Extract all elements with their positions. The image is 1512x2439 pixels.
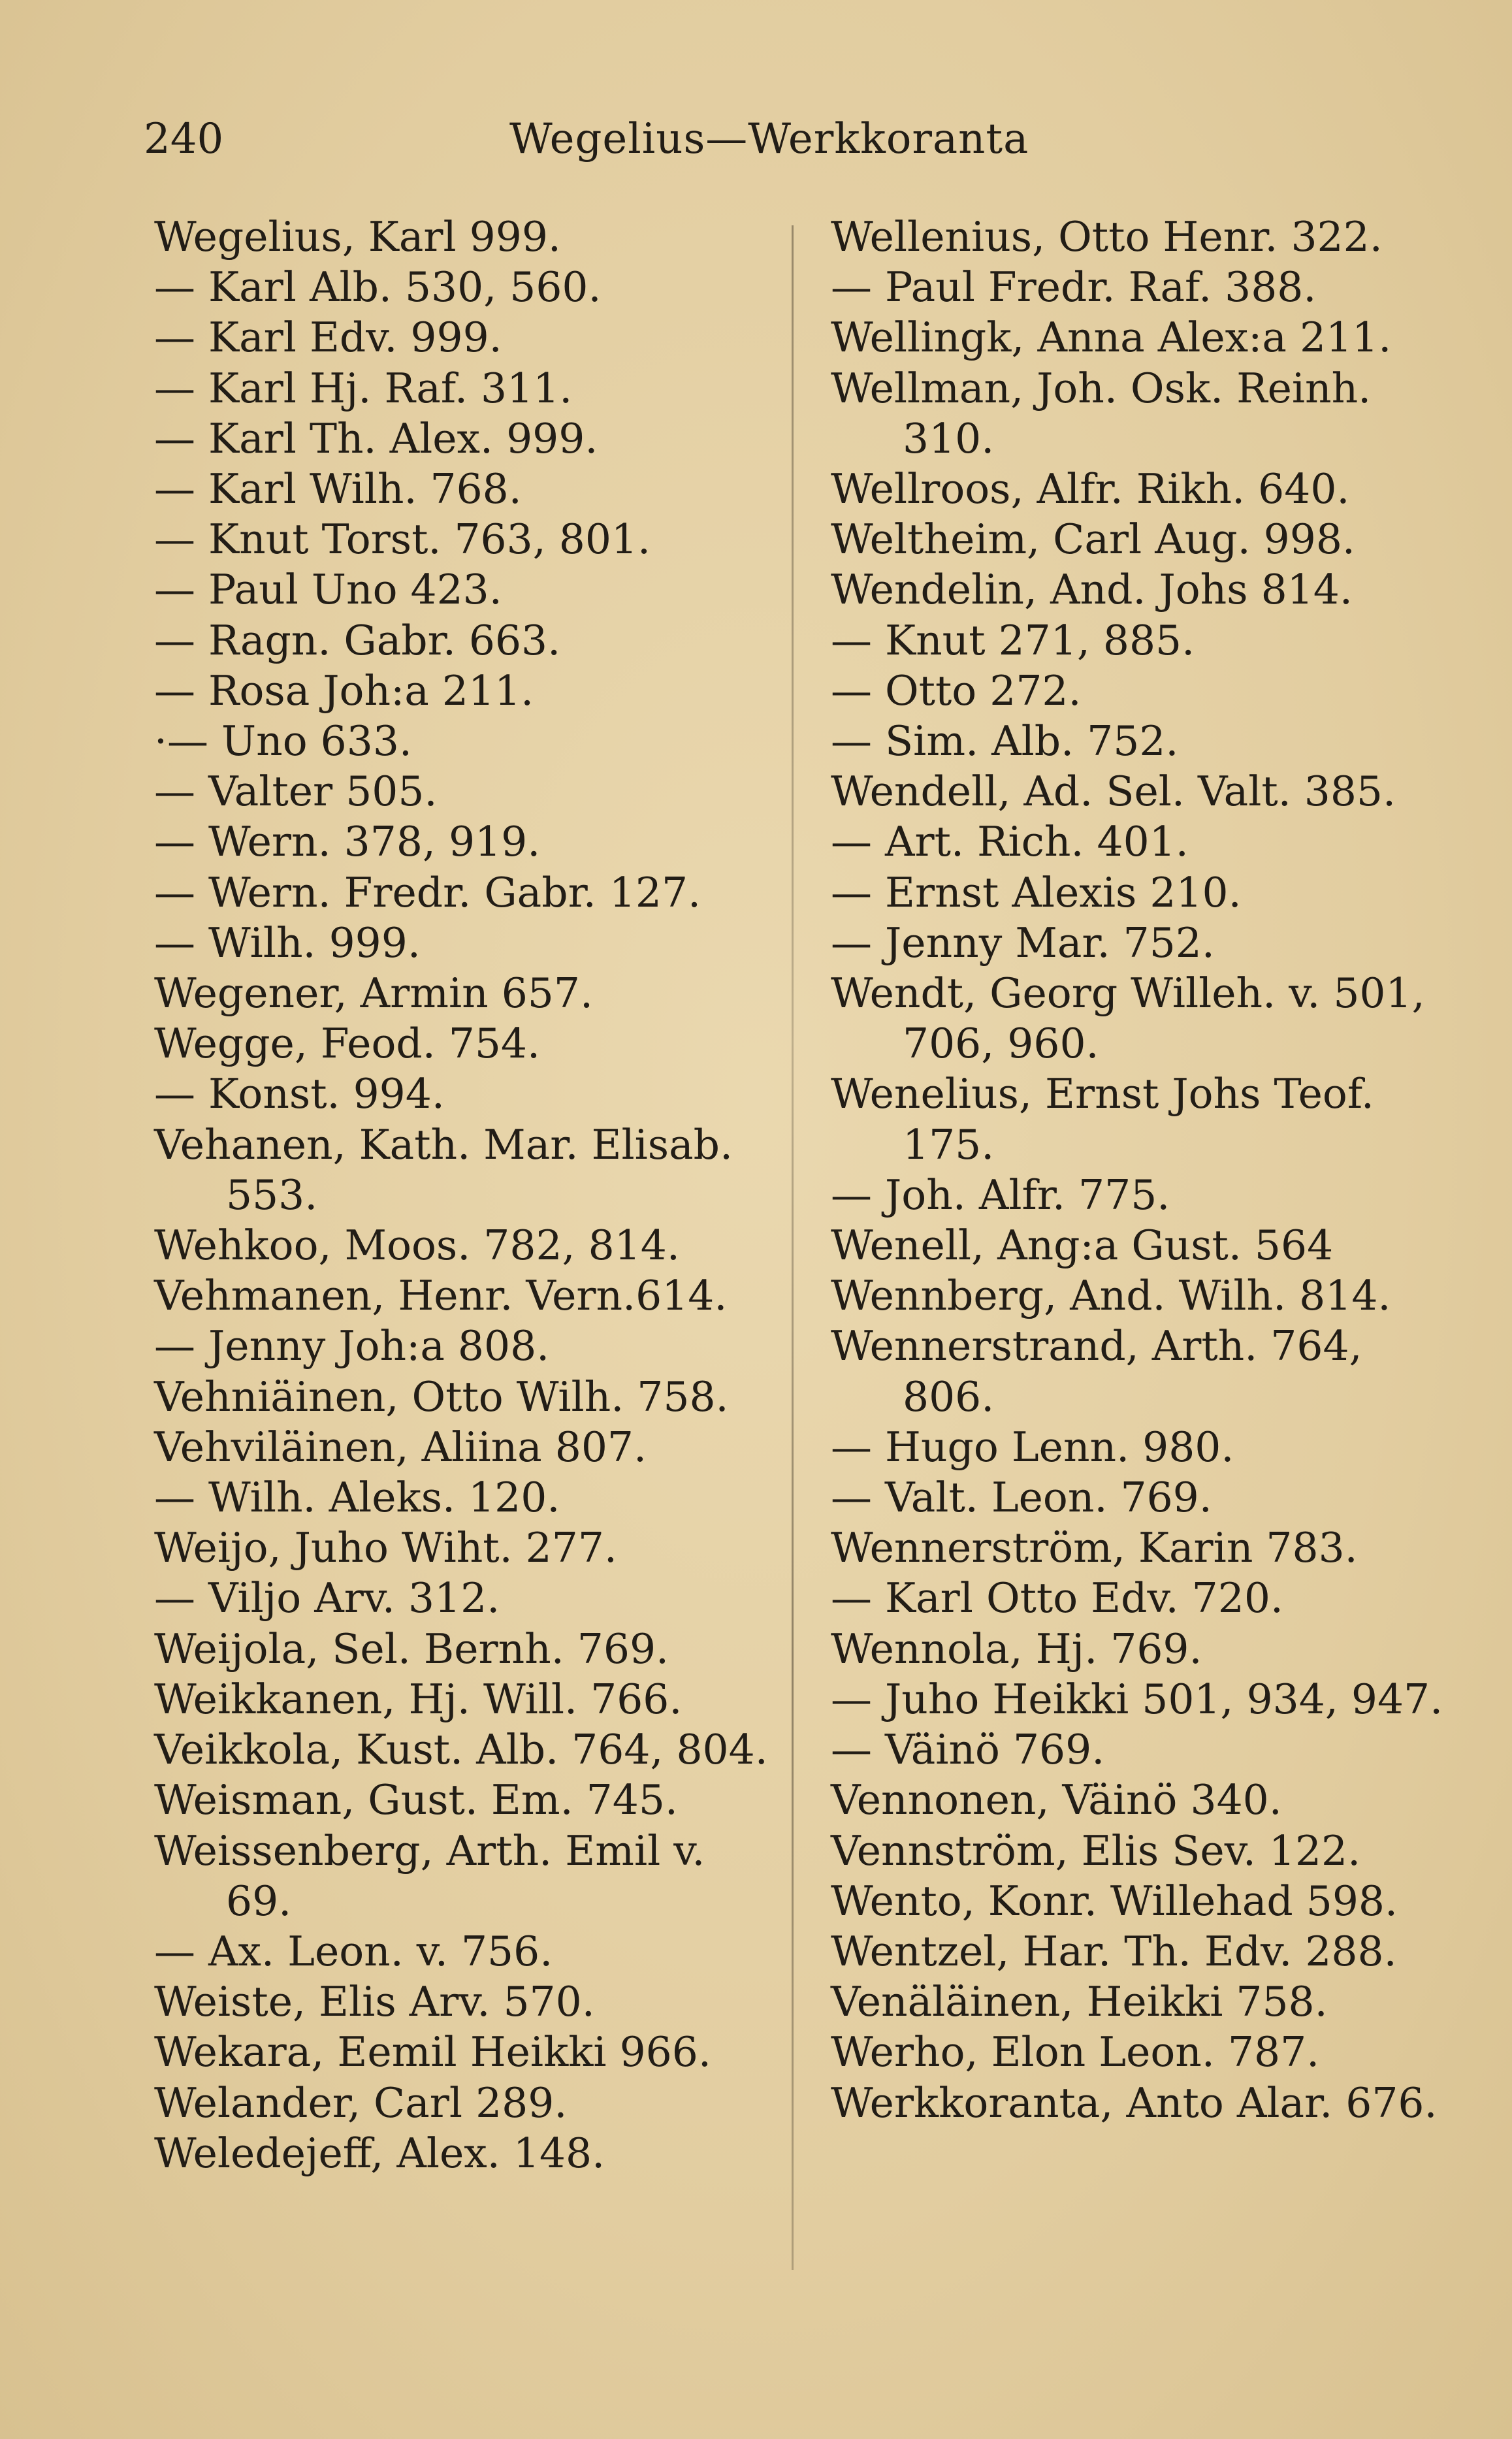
- index-entry: — Karl Alb. 530, 560.: [154, 263, 602, 312]
- index-entry: Wegge, Feod. 754.: [154, 1020, 541, 1068]
- index-entry: Wegelius, Karl 999.: [154, 213, 561, 261]
- index-column-right: [831, 212, 1451, 2128]
- index-entry: Wellroos, Alfr. Rikh. 640.: [831, 465, 1350, 513]
- index-entry: Wennberg, And. Wilh. 814.: [831, 1272, 1391, 1320]
- index-entry: Wendelin, And. Johs 814.: [831, 566, 1353, 614]
- index-entry: — Karl Edv. 999.: [154, 314, 502, 362]
- index-entry: Veikkola, Kust. Alb. 764, 804.: [154, 1726, 768, 1774]
- index-entry: — Wern. Fredr. Gabr. 127.: [154, 868, 701, 916]
- index-entry: Wendell, Ad. Sel. Valt. 385.: [831, 767, 1396, 816]
- index-entry: Wenelius, Ernst Johs Teof. 175.: [831, 1070, 1374, 1169]
- index-entry: Wenell, Ang:a Gust. 564: [831, 1221, 1334, 1270]
- index-entry: Wendt, Georg Willeh. v. 501, 706, 960.: [831, 969, 1425, 1068]
- page-header: [144, 110, 1071, 169]
- index-entry: Vehniäinen, Otto Wilh. 758.: [154, 1372, 729, 1421]
- index-entry: — Wilh. 999.: [154, 918, 421, 967]
- running-head: Wegelius—Werkkoranta: [509, 115, 1029, 163]
- index-entry: Vehviläinen, Aliina 807.: [154, 1423, 647, 1471]
- index-entry: Weikkanen, Hj. Will. 766.: [154, 1675, 683, 1723]
- index-entry: Welander, Carl 289.: [154, 2078, 568, 2127]
- index-entry: — Art. Rich. 401.: [831, 818, 1189, 866]
- index-entry: — Joh. Alfr. 775.: [831, 1171, 1170, 1219]
- index-entry: — Paul Fredr. Raf. 388.: [831, 263, 1317, 312]
- index-entry: — Karl Th. Alex. 999.: [154, 414, 598, 462]
- index-entry: Weissenberg, Arth. Emil v. 69.: [154, 1826, 705, 1925]
- index-entry: — Ragn. Gabr. 663.: [154, 616, 561, 664]
- index-entry: — Konst. 994.: [154, 1070, 445, 1118]
- index-entry: — Wilh. Aleks. 120.: [154, 1474, 560, 1522]
- index-entry: Wennerström, Karin 783.: [831, 1524, 1358, 1572]
- index-entry: — Ernst Alexis 210.: [831, 868, 1242, 916]
- index-entry: Vennonen, Väinö 340.: [831, 1776, 1282, 1824]
- index-entry: — Knut Torst. 763, 801.: [154, 515, 651, 564]
- index-entry: — Viljo Arv. 312.: [154, 1574, 500, 1623]
- index-entry: Weijola, Sel. Bernh. 769.: [154, 1624, 669, 1673]
- index-entry: Venäläinen, Heikki 758.: [831, 1978, 1328, 2026]
- index-entry: Wellenius, Otto Henr. 322.: [831, 213, 1383, 261]
- index-entry: — Paul Uno 423.: [154, 566, 502, 614]
- index-entry: — Karl Otto Edv. 720.: [831, 1574, 1283, 1623]
- index-entry: — Otto 272.: [831, 666, 1082, 715]
- index-entry: — Wern. 378, 919.: [154, 818, 541, 866]
- index-entry: — Rosa Joh:a 211.: [154, 666, 534, 715]
- index-column-left: [154, 212, 778, 2178]
- index-entry: — Jenny Joh:a 808.: [154, 1322, 550, 1370]
- index-entry: Wehkoo, Moos. 782, 814.: [154, 1221, 680, 1270]
- index-entry: — Sim. Alb. 752.: [831, 717, 1179, 766]
- index-entry: Wentzel, Har. Th. Edv. 288.: [831, 1927, 1397, 1975]
- index-entry: — Ax. Leon. v. 756.: [154, 1927, 553, 1975]
- index-entry: — Väinö 769.: [831, 1726, 1105, 1774]
- index-entry: Vehmanen, Henr. Vern.614.: [154, 1272, 728, 1320]
- index-entry: Wennerstrand, Arth. 764, 806.: [831, 1322, 1362, 1421]
- index-entry: — Juho Heikki 501, 934, 947.: [831, 1675, 1443, 1723]
- index-entry: Weltheim, Carl Aug. 998.: [831, 515, 1355, 564]
- index-entry: — Hugo Lenn. 980.: [831, 1423, 1234, 1471]
- column-divider: [792, 225, 794, 2270]
- index-entry: ·— Uno 633.: [154, 717, 412, 766]
- index-entry: — Karl Hj. Raf. 311.: [154, 364, 573, 412]
- index-entry: Weledejeff, Alex. 148.: [154, 2129, 605, 2177]
- index-entry: Wekara, Eemil Heikki 966.: [154, 2028, 711, 2076]
- index-entry: Werho, Elon Leon. 787.: [831, 2028, 1320, 2076]
- index-entry: Vennström, Elis Sev. 122.: [831, 1826, 1361, 1875]
- index-entry: Vehanen, Kath. Mar. Elisab. 553.: [154, 1120, 733, 1219]
- page-number: 240: [144, 115, 224, 163]
- index-entry: — Jenny Mar. 752.: [831, 918, 1215, 967]
- index-entry: Weisman, Gust. Em. 745.: [154, 1776, 678, 1824]
- index-entry: — Karl Wilh. 768.: [154, 465, 522, 513]
- index-entry: Wellingk, Anna Alex:a 211.: [831, 314, 1392, 362]
- index-entry: Weiste, Elis Arv. 570.: [154, 1978, 595, 2026]
- index-entry: Wellman, Joh. Osk. Reinh. 310.: [831, 364, 1372, 462]
- index-entry: Wennola, Hj. 769.: [831, 1624, 1202, 1673]
- index-entry: Weijo, Juho Wiht. 277.: [154, 1524, 617, 1572]
- index-entry: Wento, Konr. Willehad 598.: [831, 1877, 1398, 1925]
- index-entry: Werkkoranta, Anto Alar. 676.: [831, 2078, 1438, 2127]
- index-entry: — Valter 505.: [154, 767, 438, 816]
- index-entry: Wegener, Armin 657.: [154, 969, 593, 1018]
- index-entry: — Knut 271, 885.: [831, 616, 1195, 664]
- index-entry: — Valt. Leon. 769.: [831, 1474, 1212, 1522]
